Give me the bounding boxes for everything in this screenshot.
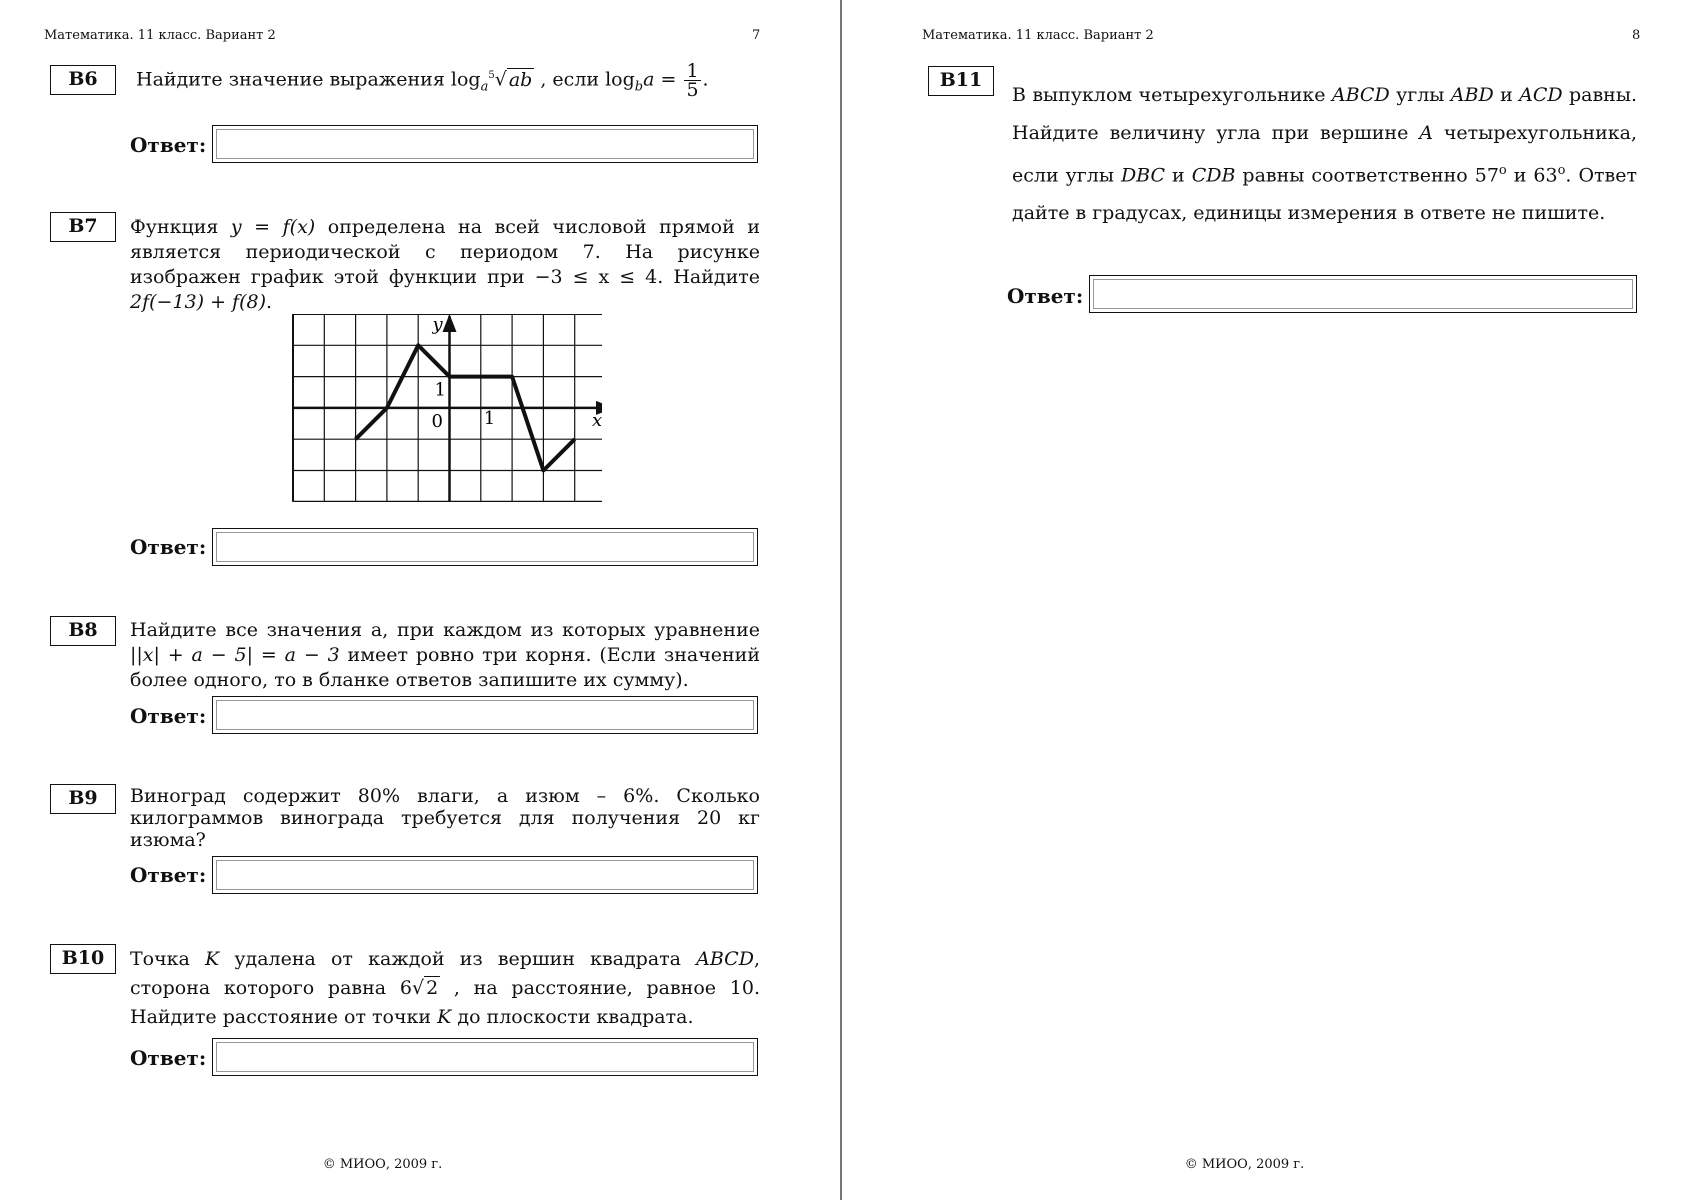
page-number: 7	[752, 28, 761, 43]
page-number: 8	[1632, 28, 1641, 43]
answer-field-b11[interactable]	[1089, 275, 1637, 313]
y-unit-label: 1	[434, 379, 446, 401]
problem-label-b10: B10	[50, 944, 116, 974]
answer-field-b7[interactable]	[212, 528, 758, 566]
problem-label-b6: B6	[50, 65, 116, 95]
answer-field-b6[interactable]	[212, 125, 758, 163]
origin-label: 0	[431, 410, 443, 432]
answer-field-b10[interactable]	[212, 1038, 758, 1076]
problem-label-b8: B8	[50, 616, 116, 646]
graph-axes	[293, 314, 602, 502]
answer-label-b9: Ответ:	[130, 863, 207, 887]
page-footer: © МИОО, 2009 г.	[322, 1157, 443, 1172]
problem-text-b11: В выпуклом четырехугольнике ABCD углы ABD и ACD равны. Найдите величину угла при вершине A четырехугольника, если углы DBC и CDB равны соответственно 57$^o$ и 63$^o$. Ответ дайте в градусах, единицы измерения в ответе не пишите.	[1012, 84, 1637, 225]
problem-text-b6: Найдите значение выражения $\log_a^5√$ ab , если $\log_ba$ = $\frac{1}{5}$ .	[136, 60, 709, 101]
page-footer: © МИОО, 2009 г.	[1184, 1157, 1305, 1172]
answer-label-b7: Ответ:	[130, 535, 207, 559]
answer-label-b11: Ответ:	[1007, 284, 1084, 308]
page-header: Математика. 11 класс. Вариант 2	[922, 28, 1154, 43]
problem-label-b9: B9	[50, 784, 116, 814]
page-header: Математика. 11 класс. Вариант 2	[44, 28, 276, 43]
problem-label-b11: B11	[928, 66, 994, 96]
fraction-one-fifth: $\frac{1}{5}$	[686, 60, 699, 101]
problem-text-b8: Найдите все значения а, при каждом из которых уравнение ||x| + a − 5| = a − 3 имеет ровно три корня. (Если значений более одного, то в бланке ответов запишите их сумму).	[130, 619, 761, 691]
answer-field-b9[interactable]	[212, 856, 758, 894]
problem-text-b10: Точка K удалена от каждой из вершин квадрата ABCD, сторона которого равна 6√ 2 , на расстояние, равное 10. Найдите расстояние от точки K до плоскости квадрата.	[130, 948, 760, 1028]
problem-label-b7: B7	[50, 212, 116, 242]
right-page	[842, 0, 1683, 1200]
problem-text-b9: Виноград содержит 80% влаги, а изюм – 6%. Сколько килограммов винограда требуется для получения 20 кг изюма?	[130, 785, 760, 851]
answer-label-b10: Ответ:	[130, 1046, 207, 1070]
problem-text-b7: Функция y = f(x) определена на всей числовой прямой и является периодической с периодом 7. На рисунке изображен график этой функции при −3 ≤ x ≤ 4. Найдите 2f(−13) + f(8).	[130, 216, 761, 313]
x-unit-label: 1	[483, 407, 496, 429]
answer-label-b8: Ответ:	[130, 704, 207, 728]
function-graph	[288, 314, 602, 502]
x-axis-label: x	[592, 409, 602, 431]
y-axis-label: y	[432, 314, 443, 335]
answer-field-b8[interactable]	[212, 696, 758, 734]
left-page	[0, 0, 841, 1200]
y-axis-arrow	[443, 314, 457, 332]
answer-label-b6: Ответ:	[130, 133, 207, 157]
